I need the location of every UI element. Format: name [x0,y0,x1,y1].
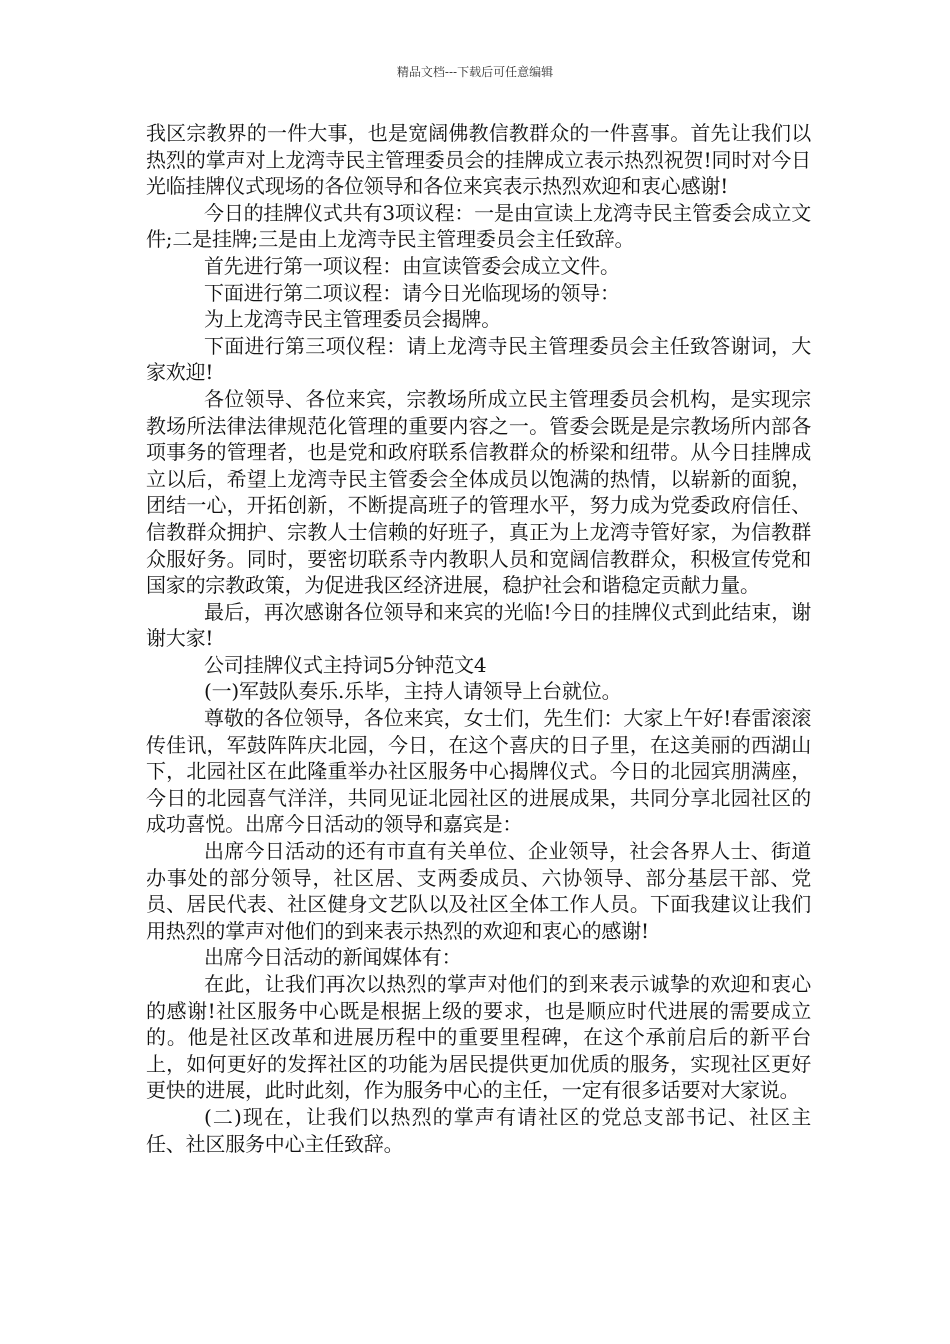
paragraph: 在此，让我们再次以热烈的掌声对他们的到来表示诚挚的欢迎和衷心的感谢!社区服务中心既是根据上级的要求，也是顺应时代进展的需要成立的。他是社区改革和进展历程中的重要里程碑，在这个承前启后的新平台上，如何更好的发挥社区的功能为居民提供更加优质的服务，实现社区更好更快的进展，此时此刻，作为服务中心的主任，一定有很多话要对大家说。 [146,972,811,1103]
paragraph: 我区宗教界的一件大事，也是宽阔佛教信教群众的一件喜事。首先让我们以热烈的掌声对上龙湾寺民主管理委员会的挂牌成立表示热烈祝贺!同时对今日光临挂牌仪式现场的各位领导和各位来宾表示热烈欢迎和衷心感谢! [146,121,811,199]
document-body [146,120,811,1157]
section-heading: 公司挂牌仪式主持词5分钟范文4 [204,652,487,677]
page-header: 精品文档---下载后可任意编辑 [396,65,554,79]
paragraph: (二)现在，让我们以热烈的掌声有请社区的党总支部书记、社区主任、社区服务中心主任致辞。 [146,1104,811,1156]
paragraph: 出席今日活动的还有市直有关单位、企业领导，社会各界人士、街道办事处的部分领导，社区居、支两委成员、六协领导、部分基层干部、党员、居民代表、社区健身文艺队以及社区全体工作人员。下面我建议让我们用热烈的掌声对他们的到来表示热烈的欢迎和衷心的感谢! [146,839,811,943]
paragraph: 各位领导、各位来宾，宗教场所成立民主管理委员会机构，是实现宗教场所法律法律规范化管理的重要内容之一。管委会既是是宗教场所内部各项事务的管理者，也是党和政府联系信教群众的桥梁和纽带。从今日挂牌成立以后，希望上龙湾寺民主管委会全体成员以饱满的热情，以崭新的面貌，团结一心，开拓创新，不断提高班子的管理水平，努力成为党委政府信任、信教群众拥护、宗教人士信赖的好班子，真正为上龙湾寺管好家，为信教群众服好务。同时，要密切联系寺内教职人员和宽阔信教群众，积极宣传党和国家的宗教政策，为促进我区经济进展，稳护社会和谐稳定贡献力量。 [146,386,811,598]
paragraph: (一)军鼓队奏乐.乐毕，主持人请领导上台就位。 [204,679,622,704]
paragraph: 下面进行第二项议程：请今日光临现场的领导： [204,280,620,305]
paragraph: 为上龙湾寺民主管理委员会揭牌。 [204,307,501,332]
paragraph: 最后，再次感谢各位领导和来宾的光临!今日的挂牌仪式到此结束，谢谢大家! [146,599,811,651]
paragraph: 出席今日活动的新闻媒体有： [204,945,462,970]
paragraph: 下面进行第三项仪程：请上龙湾寺民主管理委员会主任致答谢词，大家欢迎! [146,333,811,385]
paragraph: 首先进行第一项议程：由宣读管委会成立文件。 [204,253,620,278]
paragraph: 今日的挂牌仪式共有3项议程：一是由宣读上龙湾寺民主管委会成立文件;二是挂牌;三是由上龙湾寺民主管理委员会主任致辞。 [146,200,811,252]
paragraph: 尊敬的各位领导，各位来宾，女士们，先生们：大家上午好!春雷滚滚传佳讯，军鼓阵阵庆北园，今日，在这个喜庆的日子里，在这美丽的西湖山下，北园社区在此隆重举办社区服务中心揭牌仪式。今日的北园宾朋满座，今日的北园喜气洋洋，共同见证北园社区的进展成果，共同分享北园社区的成功喜悦。出席今日活动的领导和嘉宾是： [146,706,811,837]
